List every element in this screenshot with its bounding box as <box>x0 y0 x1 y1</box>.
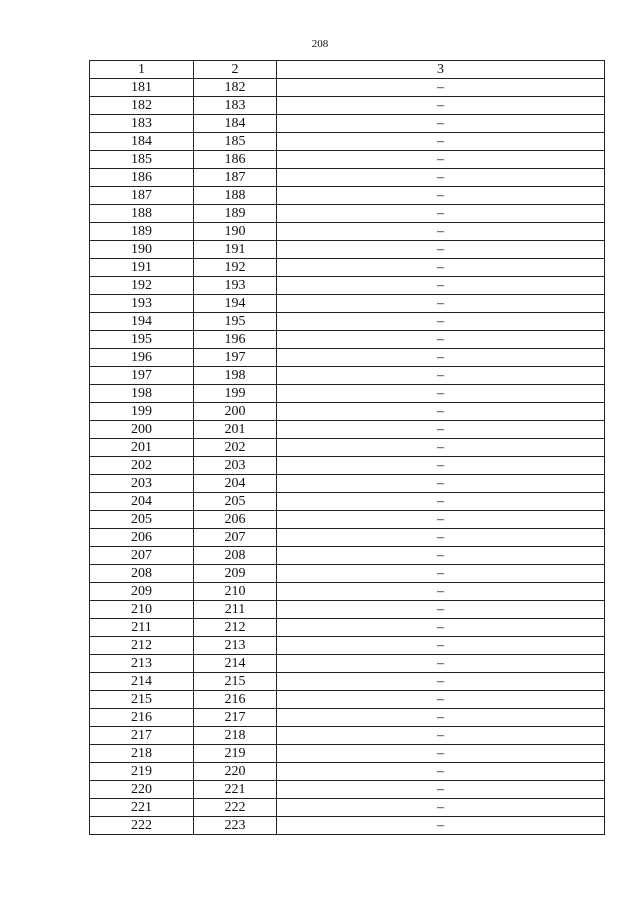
table-cell-col-3: – <box>277 781 605 799</box>
table-cell-col-3: – <box>277 457 605 475</box>
table-row <box>90 151 605 169</box>
table-cell-col-3: – <box>277 583 605 601</box>
table-cell-col-3: – <box>277 529 605 547</box>
table-cell-col-2: 190 <box>194 223 277 241</box>
table-cell-col-3: – <box>277 493 605 511</box>
table-cell-col-1: 199 <box>90 403 194 421</box>
table-cell-col-3: – <box>277 475 605 493</box>
table-cell-col-2: 211 <box>194 601 277 619</box>
table-cell-col-1: 220 <box>90 781 194 799</box>
table-cell-col-3: – <box>277 151 605 169</box>
table-cell-col-1: 203 <box>90 475 194 493</box>
table-cell-col-3: – <box>277 331 605 349</box>
table-cell-col-1: 197 <box>90 367 194 385</box>
table-row <box>90 223 605 241</box>
table-cell-col-1: 204 <box>90 493 194 511</box>
table-row <box>90 439 605 457</box>
table-row <box>90 115 605 133</box>
table-cell-col-1: 192 <box>90 277 194 295</box>
table-cell-col-3: – <box>277 547 605 565</box>
table-cell-col-3: – <box>277 817 605 835</box>
table-row <box>90 709 605 727</box>
table-cell-col-1: 214 <box>90 673 194 691</box>
table-row <box>90 601 605 619</box>
table-cell-col-1: 209 <box>90 583 194 601</box>
table-row <box>90 727 605 745</box>
table-cell-col-2: 183 <box>194 97 277 115</box>
table-cell-col-3: – <box>277 259 605 277</box>
table-cell-col-1: 221 <box>90 799 194 817</box>
table-cell-col-2: 223 <box>194 817 277 835</box>
table-cell-col-2: 207 <box>194 529 277 547</box>
table-cell-col-3: – <box>277 763 605 781</box>
table-cell-col-3: – <box>277 313 605 331</box>
table-row <box>90 619 605 637</box>
table-cell-col-2: 193 <box>194 277 277 295</box>
table-cell-col-2: 182 <box>194 79 277 97</box>
table-cell-col-1: 201 <box>90 439 194 457</box>
table-cell-col-3: – <box>277 79 605 97</box>
table-body <box>90 79 605 835</box>
table-cell-col-3: – <box>277 295 605 313</box>
table-cell-col-2: 198 <box>194 367 277 385</box>
table-cell-col-3: – <box>277 637 605 655</box>
table-cell-col-1: 184 <box>90 133 194 151</box>
table-row <box>90 79 605 97</box>
table-row <box>90 475 605 493</box>
table-cell-col-1: 187 <box>90 187 194 205</box>
table-cell-col-3: – <box>277 421 605 439</box>
table-cell-col-3: – <box>277 511 605 529</box>
table-cell-col-3: – <box>277 619 605 637</box>
table-cell-col-2: 202 <box>194 439 277 457</box>
table-cell-col-1: 200 <box>90 421 194 439</box>
table-cell-col-3: – <box>277 367 605 385</box>
table-row <box>90 241 605 259</box>
table-cell-col-1: 190 <box>90 241 194 259</box>
table-cell-col-1: 218 <box>90 745 194 763</box>
table-cell-col-3: – <box>277 727 605 745</box>
table-row <box>90 781 605 799</box>
header-row <box>90 61 605 79</box>
table-cell-col-1: 185 <box>90 151 194 169</box>
table-row <box>90 799 605 817</box>
table-cell-col-1: 183 <box>90 115 194 133</box>
table-cell-col-2: 187 <box>194 169 277 187</box>
table-row <box>90 655 605 673</box>
table-cell-col-1: 215 <box>90 691 194 709</box>
table-cell-col-2: 215 <box>194 673 277 691</box>
table-cell-col-2: 208 <box>194 547 277 565</box>
table-cell-col-2: 201 <box>194 421 277 439</box>
table-cell-col-3: – <box>277 799 605 817</box>
table-row <box>90 349 605 367</box>
table-row <box>90 313 605 331</box>
table-cell-col-1: 195 <box>90 331 194 349</box>
table-cell-col-2: 209 <box>194 565 277 583</box>
data-table <box>89 60 605 835</box>
table-row <box>90 493 605 511</box>
table-cell-col-2: 206 <box>194 511 277 529</box>
table-cell-col-1: 216 <box>90 709 194 727</box>
table-cell-col-2: 222 <box>194 799 277 817</box>
table-cell-col-2: 196 <box>194 331 277 349</box>
table-cell-col-3: – <box>277 439 605 457</box>
table-row <box>90 529 605 547</box>
table-cell-col-3: – <box>277 691 605 709</box>
table-cell-col-1: 208 <box>90 565 194 583</box>
table-cell-col-3: – <box>277 97 605 115</box>
table-cell-col-1: 207 <box>90 547 194 565</box>
table-cell-col-2: 219 <box>194 745 277 763</box>
page-number: 208 <box>311 38 329 50</box>
table-cell-col-3: – <box>277 241 605 259</box>
table-cell-col-1: 181 <box>90 79 194 97</box>
table-cell-col-2: 203 <box>194 457 277 475</box>
table-row <box>90 97 605 115</box>
table-cell-col-1: 219 <box>90 763 194 781</box>
table-row <box>90 385 605 403</box>
table-row <box>90 583 605 601</box>
table-cell-col-3: – <box>277 403 605 421</box>
table-cell-col-2: 205 <box>194 493 277 511</box>
table-row <box>90 817 605 835</box>
table-cell-col-3: – <box>277 673 605 691</box>
table-row <box>90 547 605 565</box>
table-row <box>90 457 605 475</box>
table-row <box>90 187 605 205</box>
table-row <box>90 763 605 781</box>
table-row <box>90 133 605 151</box>
table-cell-col-2: 220 <box>194 763 277 781</box>
table-cell-col-2: 212 <box>194 619 277 637</box>
table-cell-col-1: 193 <box>90 295 194 313</box>
table-cell-col-2: 186 <box>194 151 277 169</box>
table-cell-col-1: 196 <box>90 349 194 367</box>
table-cell-col-2: 189 <box>194 205 277 223</box>
table-cell-col-2: 200 <box>194 403 277 421</box>
table-cell-col-2: 192 <box>194 259 277 277</box>
table-header <box>90 61 605 79</box>
table-cell-col-1: 182 <box>90 97 194 115</box>
table-row <box>90 169 605 187</box>
table-cell-col-2: 213 <box>194 637 277 655</box>
table-row <box>90 673 605 691</box>
header-cell-col-1: 1 <box>90 61 194 79</box>
table-cell-col-1: 210 <box>90 601 194 619</box>
table-cell-col-2: 191 <box>194 241 277 259</box>
table-cell-col-3: – <box>277 205 605 223</box>
table-cell-col-3: – <box>277 277 605 295</box>
table-cell-col-2: 185 <box>194 133 277 151</box>
table-cell-col-2: 210 <box>194 583 277 601</box>
table-cell-col-2: 184 <box>194 115 277 133</box>
table-cell-col-1: 189 <box>90 223 194 241</box>
table-row <box>90 277 605 295</box>
table-cell-col-2: 216 <box>194 691 277 709</box>
table-cell-col-3: – <box>277 385 605 403</box>
table-row <box>90 403 605 421</box>
table-cell-col-3: – <box>277 349 605 367</box>
table-cell-col-1: 217 <box>90 727 194 745</box>
table-cell-col-1: 205 <box>90 511 194 529</box>
table-cell-col-3: – <box>277 745 605 763</box>
table-cell-col-1: 212 <box>90 637 194 655</box>
table-cell-col-1: 211 <box>90 619 194 637</box>
table-cell-col-3: – <box>277 223 605 241</box>
table-row <box>90 259 605 277</box>
table-cell-col-2: 188 <box>194 187 277 205</box>
table-row <box>90 511 605 529</box>
table-cell-col-2: 197 <box>194 349 277 367</box>
table-cell-col-1: 213 <box>90 655 194 673</box>
table-row <box>90 691 605 709</box>
table-cell-col-3: – <box>277 187 605 205</box>
table-cell-col-3: – <box>277 133 605 151</box>
table-cell-col-1: 222 <box>90 817 194 835</box>
table-cell-col-3: – <box>277 169 605 187</box>
table-cell-col-3: – <box>277 655 605 673</box>
table-cell-col-2: 204 <box>194 475 277 493</box>
table-row <box>90 205 605 223</box>
header-cell-col-3: 3 <box>277 61 605 79</box>
table-cell-col-1: 191 <box>90 259 194 277</box>
header-cell-col-2: 2 <box>194 61 277 79</box>
table-row <box>90 421 605 439</box>
table-cell-col-2: 214 <box>194 655 277 673</box>
table-cell-col-1: 186 <box>90 169 194 187</box>
table-row <box>90 637 605 655</box>
table-cell-col-1: 198 <box>90 385 194 403</box>
table-cell-col-1: 202 <box>90 457 194 475</box>
table-cell-col-2: 194 <box>194 295 277 313</box>
table-cell-col-1: 194 <box>90 313 194 331</box>
table-row <box>90 565 605 583</box>
table-cell-col-3: – <box>277 601 605 619</box>
table-cell-col-2: 218 <box>194 727 277 745</box>
table-row <box>90 367 605 385</box>
table-cell-col-3: – <box>277 709 605 727</box>
table-cell-col-2: 199 <box>194 385 277 403</box>
table-cell-col-2: 217 <box>194 709 277 727</box>
table-cell-col-2: 221 <box>194 781 277 799</box>
table-row <box>90 295 605 313</box>
table-cell-col-3: – <box>277 115 605 133</box>
table-cell-col-1: 188 <box>90 205 194 223</box>
table-cell-col-2: 195 <box>194 313 277 331</box>
table-cell-col-3: – <box>277 565 605 583</box>
table-cell-col-1: 206 <box>90 529 194 547</box>
table-row <box>90 745 605 763</box>
table-row <box>90 331 605 349</box>
